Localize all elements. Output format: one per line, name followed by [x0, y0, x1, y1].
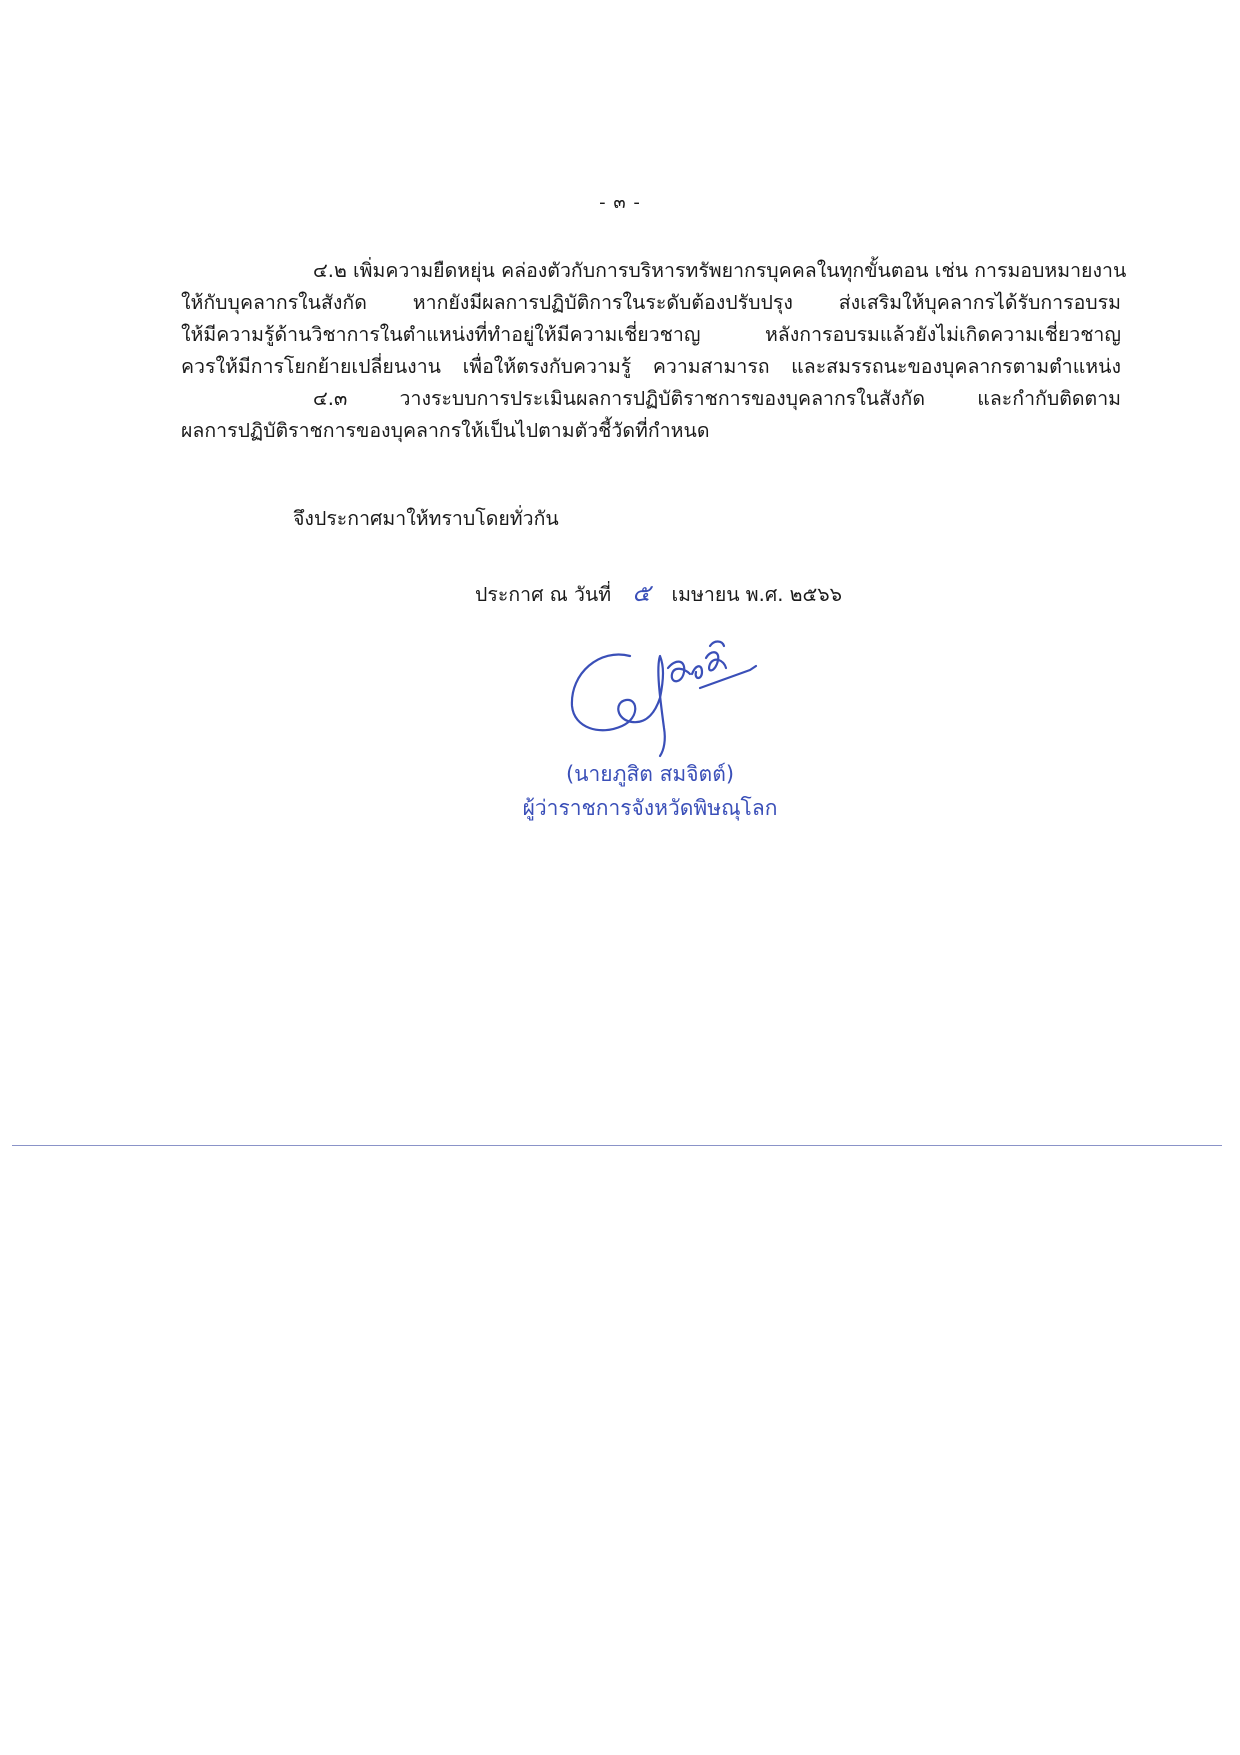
- page-divider-line: [12, 1145, 1222, 1146]
- paragraph-4-2-line-2: ให้กับบุคลากรในสังกัด หากยังมีผลการปฏิบัติการในระดับต้องปรับปรุง ส่งเสริมให้บุคลากรได้รับการอบรม: [181, 291, 1121, 314]
- signer-name: (นายภูสิต สมจิตต์): [565, 762, 735, 786]
- date-prefix: ประกาศ ณ วันที่: [475, 583, 612, 606]
- date-day-handwritten: ๕: [632, 579, 651, 607]
- paragraph-4-3-line-1: ๔.๓ วางระบบการประเมินผลการปฏิบัติราชการของบุคลากรในสังกัด และกำกับติดตาม: [313, 387, 1121, 410]
- page-number: - ๓ -: [599, 192, 641, 213]
- handwritten-signature: [560, 628, 790, 758]
- paragraph-4-2-line-3: ให้มีความรู้ด้านวิชาการในตำแหน่งที่ทำอยู่ให้มีความเชี่ยวชาญ หลังการอบรมแล้วยังไม่เกิดความเชี่ยวชาญ: [181, 323, 1121, 346]
- date-suffix: เมษายน พ.ศ. ๒๕๖๖: [671, 583, 842, 606]
- paragraph-4-3-line-2: ผลการปฏิบัติราชการของบุคลากรให้เป็นไปตามตัวชี้วัดที่กำหนด: [181, 419, 710, 442]
- signer-title: ผู้ว่าราชการจังหวัดพิษณุโลก: [522, 796, 778, 820]
- closing-statement: จึงประกาศมาให้ทราบโดยทั่วกัน: [293, 507, 559, 530]
- paragraph-4-2-line-1: ๔.๒ เพิ่มความยืดหยุ่น คล่องตัวกับการบริหารทรัพยากรบุคคลในทุกขั้นตอน เช่น การมอบหมายงาน: [313, 259, 1127, 282]
- announcement-body: [181, 255, 1127, 447]
- paragraph-4-2-line-4: ควรให้มีการโยกย้ายเปลี่ยนงาน เพื่อให้ตรงกับความรู้ ความสามารถ และสมรรถนะของบุคลากรตามตำแหน่ง: [181, 355, 1121, 378]
- announcement-date: [475, 573, 842, 612]
